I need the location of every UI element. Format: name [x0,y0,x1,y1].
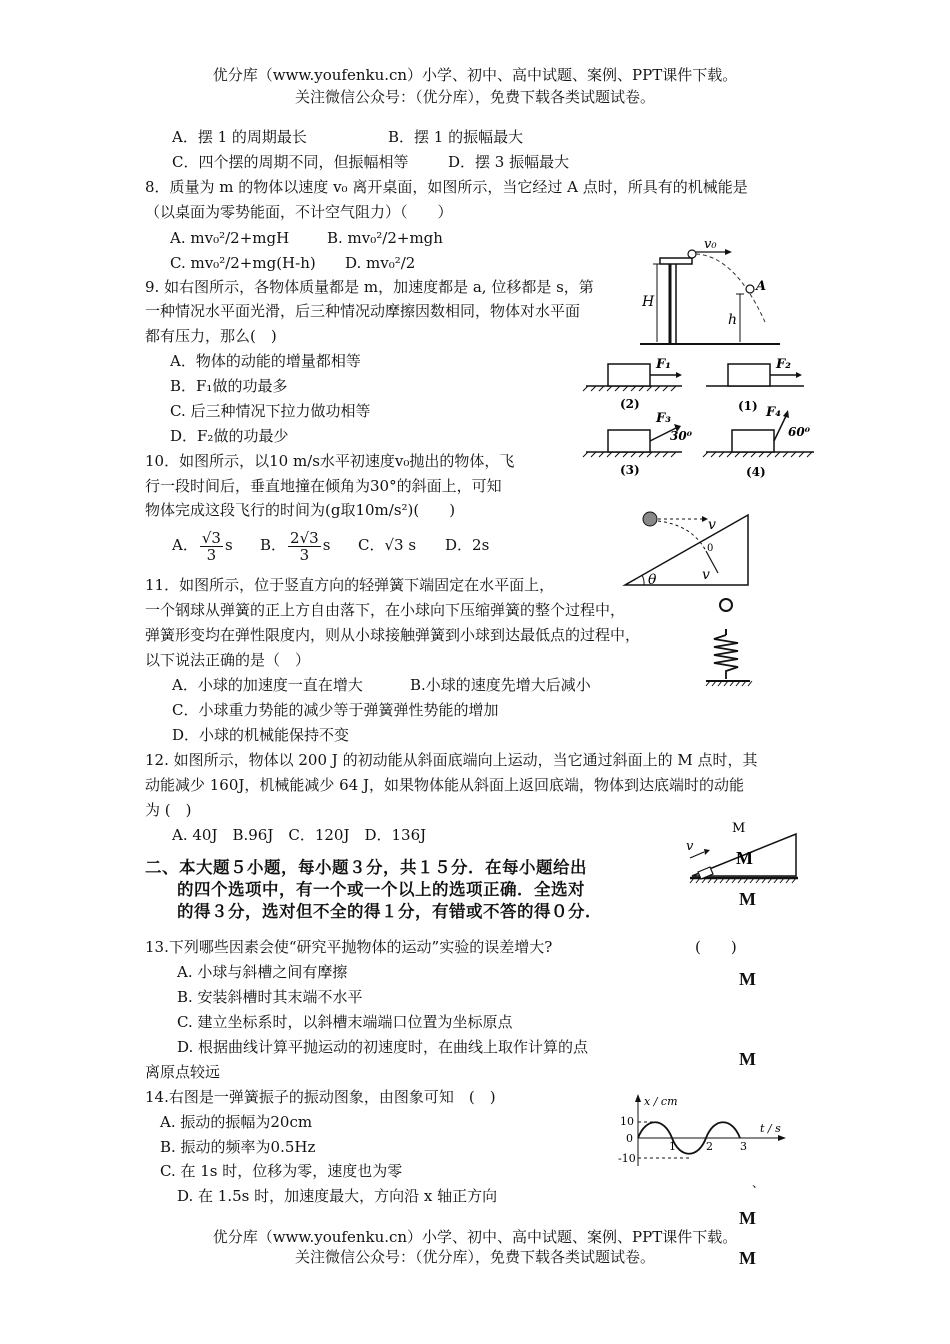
q11-option-d: D．小球的机械能保持不变 [172,726,350,744]
graph-y-label: x / cm [644,1095,678,1108]
fig-o-label: 0 [707,543,714,554]
margin-m-mark: M [739,969,756,989]
q7-option-d: D．摆 3 振幅最大 [448,153,570,171]
q10-incline-figure [620,505,760,590]
fig-h-big-label: H [642,294,655,310]
q9-option-d: D．F₂做的功最少 [170,427,289,445]
graph-tick-minus-10: -10 [618,1152,636,1165]
q12-options: A. 40J B.96J C．120J D．136J [172,826,427,844]
fig-label-4: (4) [746,465,766,479]
q10-option-a: A． $\frac{√3}{3}$ s [172,528,233,564]
q10-line-1: 10．如图所示，以10 m/s水平初速度v₀抛出的物体，飞 [145,452,515,470]
q10-option-b-fraction: $\frac{2√3}{3}$ [290,528,319,564]
q8-table-figure [640,232,790,350]
fig-label-2: (2) [620,397,640,411]
margin-dot-mark: 、 [752,1176,765,1190]
q12-slope-figure [684,816,804,886]
fig-label-3: (3) [620,463,640,477]
margin-m-mark: M [739,1208,756,1228]
q8-option-c: C. mv₀²/2+mg(H-h) [170,254,316,272]
q11-spring-figure [700,595,760,690]
q11-option-c: C．小球重力势能的减少等于弹簧弹性势能的增加 [172,701,499,719]
q14-option-b: B. 振动的频率为0.5Hz [160,1138,316,1156]
q11-line-3: 弹簧形变均在弹性限度内，则从小球接触弹簧到小球到达最低点的过程中， [145,626,641,644]
q8-option-d: D. mv₀²/2 [345,254,416,272]
fig-v-bottom-label: v [702,567,710,583]
graph-tick-x3: 3 [740,1140,747,1153]
section2-line-2: 的四个选项中，有一个或一个以上的选项正确．全选对 [177,880,585,899]
graph-tick-0: 0 [626,1132,633,1145]
q7-option-c: C．四个摆的周期不同，但振幅相等 [172,153,409,171]
q9-line-1: 9. 如右图所示，各物体质量都是 m，加速度都是 a, 位移都是 s，第 [145,278,594,296]
header-line-1: 优分库（www.youfenku.cn）小学、初中、高中试题、案例、PPT课件下载。 [212,66,738,84]
q10-line-2: 行一段时间后，垂直地撞在倾角为30°的斜面上，可知 [145,477,502,495]
q14-option-a: A. 振动的振幅为20cm [160,1113,313,1131]
q9-option-b: B．F₁做的功最多 [170,377,288,395]
margin-m-mark: M [739,1248,756,1268]
header-line-2: 关注微信公众号：（优分库），免费下载各类试题试卷。 [294,88,655,106]
q13-answer-paren: ( ) [695,938,737,956]
fig-label-1: (1) [738,399,758,413]
q11-option-a: A．小球的加速度一直在增大 [172,676,363,694]
q10-line-3: 物体完成这段飞行的时间为(g取10m/s²)( ) [145,501,456,519]
q14-option-c: C. 在 1s 时，位移为零，速度也为零 [160,1162,403,1180]
q11-line-1: 11．如图所示，位于竖直方向的轻弹簧下端固定在水平面上， [145,576,555,594]
q9-option-c: C. 后三种情况下拉力做功相等 [170,402,371,420]
q11-line-4: 以下说法正确的是（ ） [145,651,311,669]
q12-line-3: 为 ( ) [145,801,192,819]
fig-a-label: A [756,279,767,294]
q13-option-d-cont: 离原点较远 [145,1063,221,1081]
fig-f2-label: F₂ [776,357,791,372]
fig-angle-30: 30⁰ [670,429,692,443]
q10-option-c: C．√3 s [358,536,417,554]
fig-v-label: v [686,839,694,854]
q13-line-1: 13.下列哪些因素会使“研究平抛物体的运动”实验的误差增大? [145,938,553,956]
graph-tick-x1: 1 [669,1140,676,1153]
q11-line-2: 一个钢球从弹簧的正上方自由落下，在小球向下压缩弹簧的整个过程中， [145,601,626,619]
q13-option-c: C. 建立坐标系时，以斜槽末端端口位置为坐标原点 [177,1013,513,1031]
fig-angle-60: 60⁰ [788,425,810,439]
fig-f1-label: F₁ [656,357,671,372]
q14-option-d: D. 在 1.5s 时，加速度最大，方向沿 x 轴正方向 [177,1187,498,1205]
fig-f4-label: F₄ [766,405,781,420]
footer-line-2: 关注微信公众号：（优分库），免费下载各类试题试卷。 [294,1248,655,1266]
fig-f3-label: F₃ [656,411,671,426]
footer-line-1: 优分库（www.youfenku.cn）小学、初中、高中试题、案例、PPT课件下载。 [212,1228,738,1246]
q8-line-2: （以桌面为零势能面，不计空气阻力）（ ） [145,203,453,221]
q11-option-b: B.小球的速度先增大后减小 [410,676,591,694]
graph-tick-x2: 2 [706,1140,713,1153]
q9-line-3: 都有压力，那么( ) [145,327,277,345]
q8-option-b: B. mv₀²/2+mgh [327,229,443,247]
q14-line-1: 14.右图是一弹簧振子的振动图象，由图象可知 ( ) [145,1088,496,1106]
section2-line-1: 二、本大题５小题，每小题３分，共１５分．在每小题给出 [145,858,587,877]
q7-option-b: B．摆 1 的振幅最大 [388,128,524,146]
margin-m-mark: M [739,889,756,909]
margin-m-mark: M [739,1049,756,1069]
q9-blocks-figure [578,352,828,480]
graph-x-label: t / s [760,1122,781,1135]
fig-v0-label: v₀ [704,237,717,252]
q12-line-2: 动能减少 160J，机械能减少 64 J，如果物体能从斜面上返回底端，物体到达底端时的动能 [145,776,745,794]
q8-line-1: 8．质量为 m 的物体以速度 v₀ 离开桌面，如图所示，当它经过 A 点时，所具有的机械能是 [145,178,748,196]
fig-theta-label: θ [648,572,657,588]
q14-vibration-graph [612,1092,792,1172]
q13-option-b: B. 安装斜槽时其末端不水平 [177,988,363,1006]
q13-option-a: A. 小球与斜槽之间有摩擦 [177,963,348,981]
q10-option-d: D．2s [445,536,490,554]
fig-v-top-label: v [708,517,716,533]
q10-option-b: B． $\frac{2√3}{3}$ s [260,528,331,564]
fig-m-top-label: M [732,821,746,836]
q10-option-a-fraction: $\frac{√3}{3}$ [201,528,221,564]
q9-option-a: A．物体的动能的增量都相等 [170,352,361,370]
section2-line-3: 的得３分，选对但不全的得１分，有错或不答的得０分． [177,902,602,921]
fig-m-mid-label: M [736,848,753,868]
q12-line-1: 12. 如图所示，物体以 200 J 的初动能从斜面底端向上运动，当它通过斜面上的 M 点时，其 [145,751,758,769]
fig-h-small-label: h [728,312,738,328]
q9-line-2: 一种情况水平面光滑，后三种情况动摩擦因数相同，物体对水平面 [145,302,581,320]
q7-option-a: A．摆 1 的周期最长 [172,128,307,146]
graph-tick-10: 10 [620,1115,634,1128]
q8-option-a: A. mv₀²/2+mgH [170,229,290,247]
q13-option-d: D. 根据曲线计算平抛运动的初速度时，在曲线上取作计算的点 [177,1038,589,1056]
